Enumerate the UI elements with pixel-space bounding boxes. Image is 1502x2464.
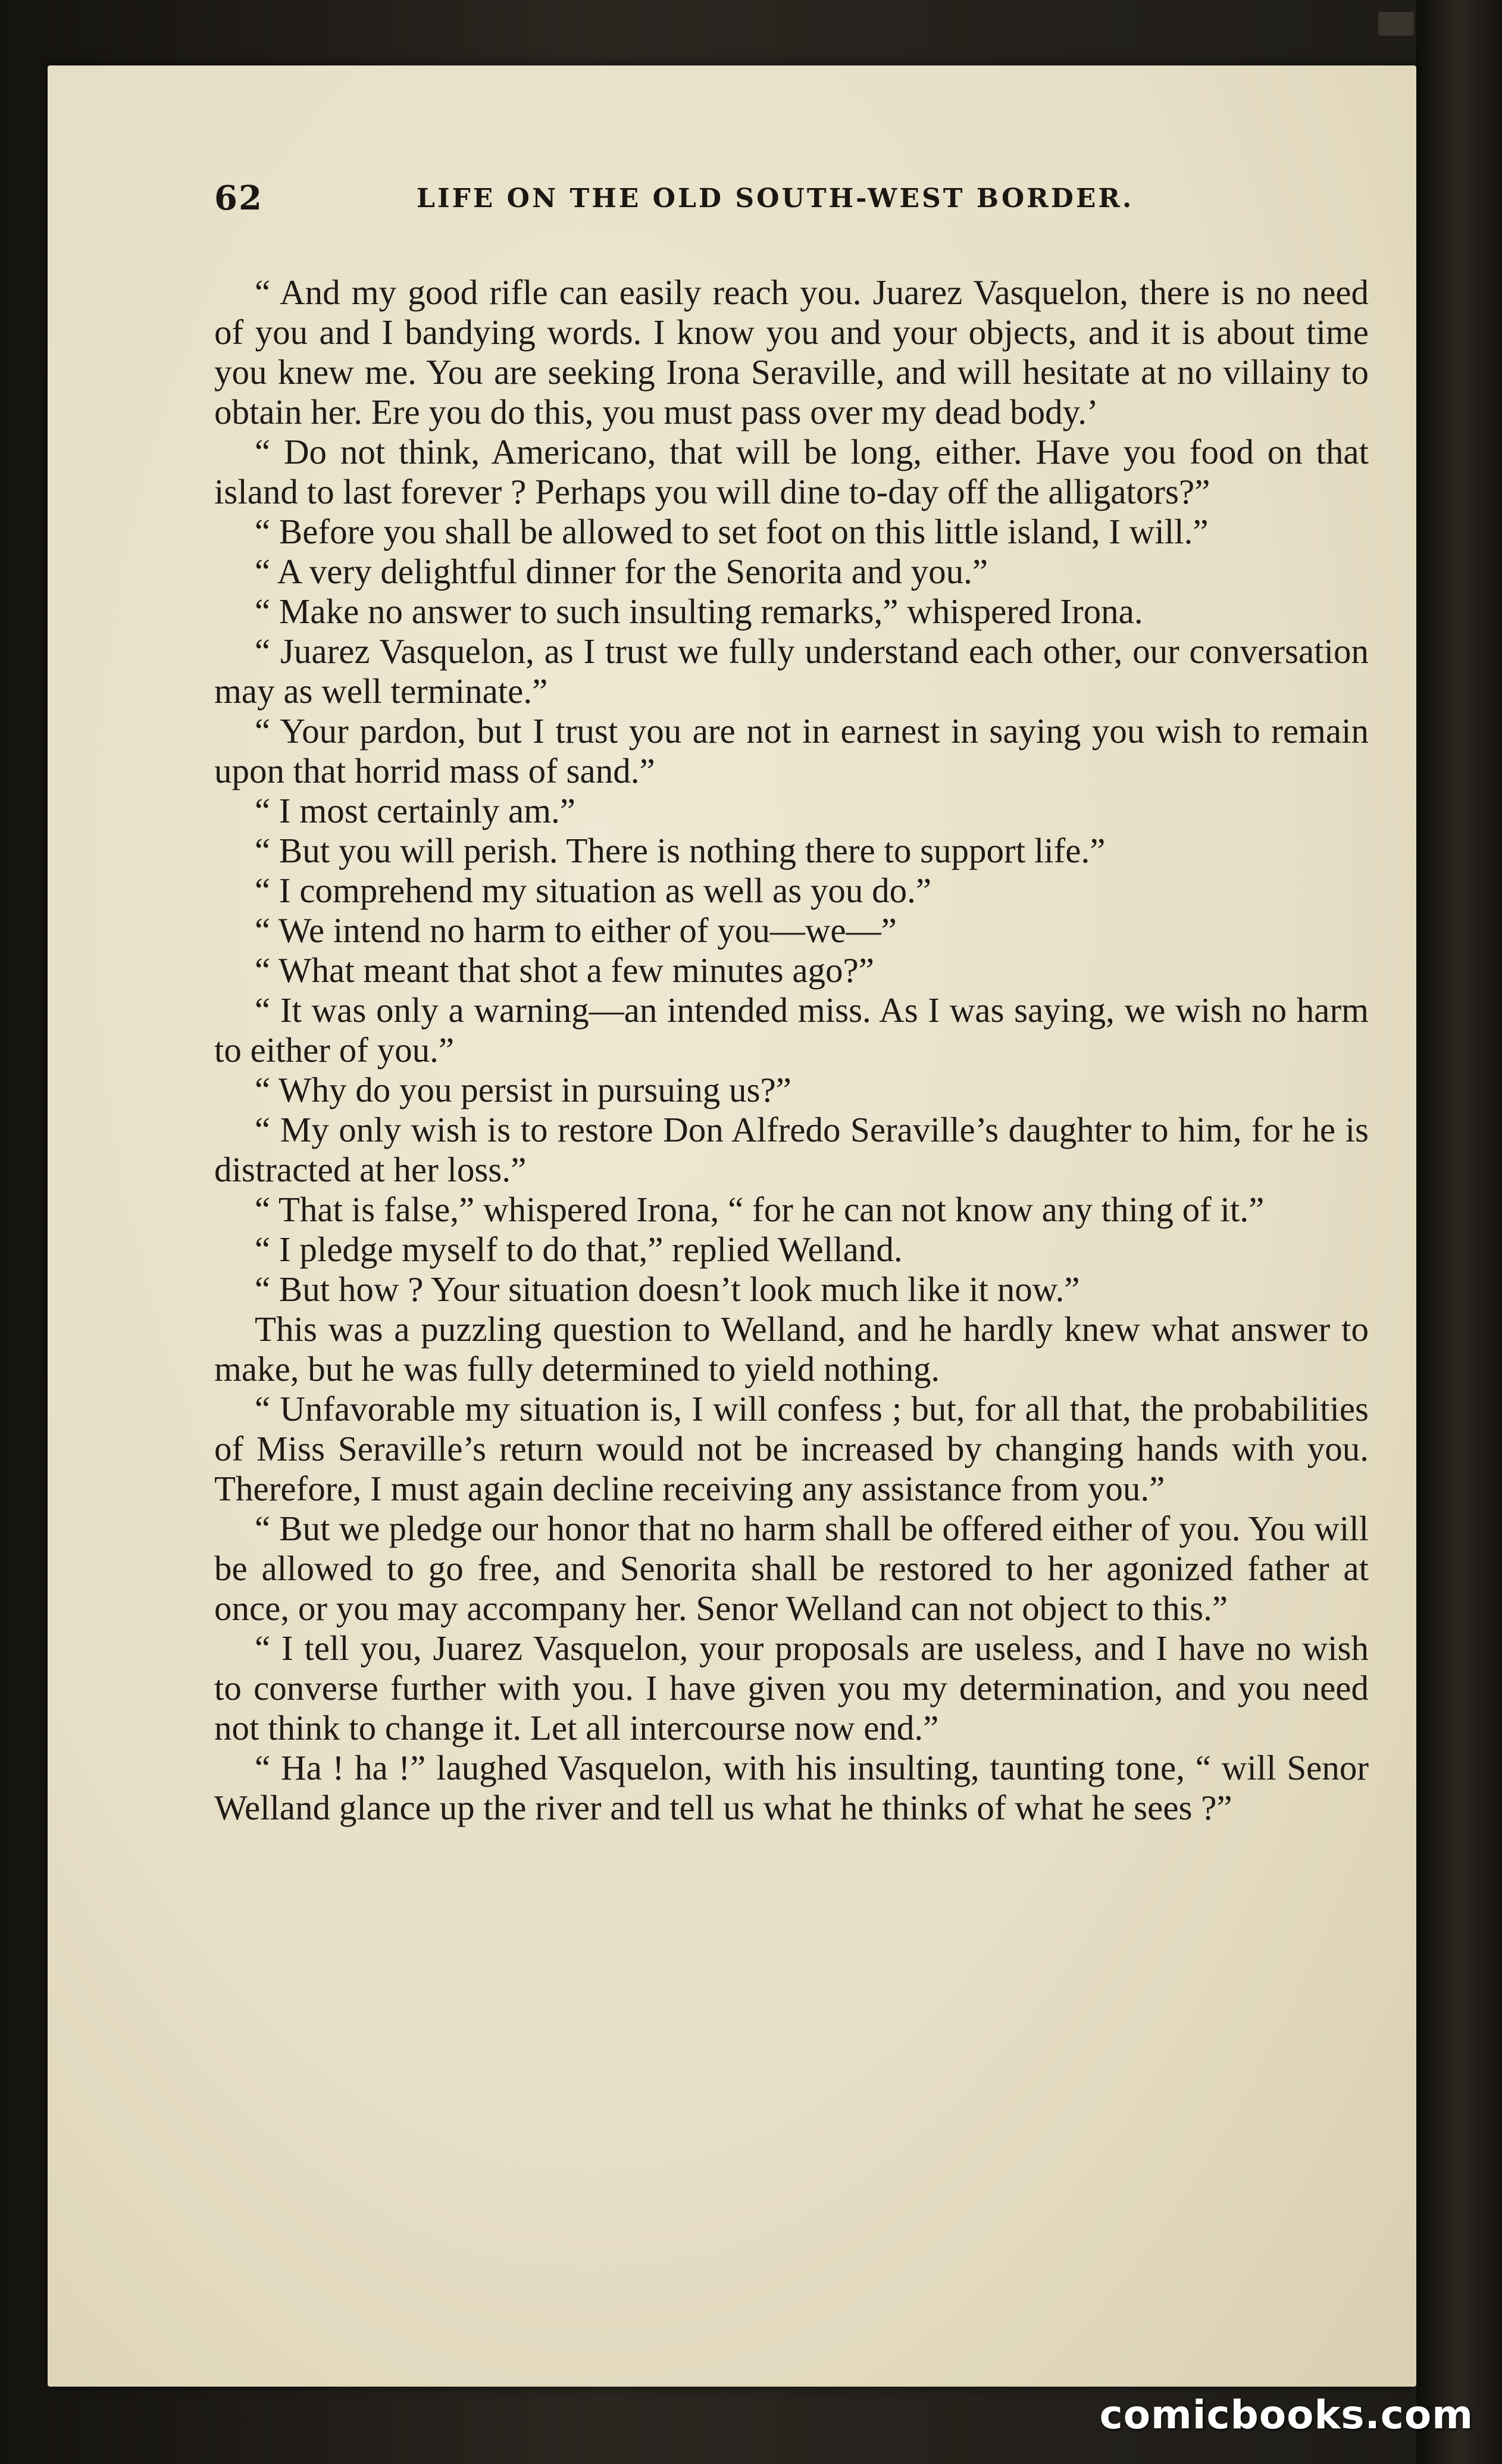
paragraph: “ My only wish is to restore Don Alfredo Seraville’s daughter to him, for he is distracted at her loss.” [214, 1110, 1369, 1189]
paragraph: “ I tell you, Juarez Vasquelon, your proposals are useless, and I have no wish to converse further with you. I have given you my determination, and you need not think to change it. Let all intercourse now end.” [214, 1628, 1369, 1747]
paragraph: “ Unfavorable my situation is, I will confess ; but, for all that, the probabilities of Miss Seraville’s return would not be increased by changing hands with you. Therefore, I must again decline receiving any assistance from you.” [214, 1389, 1369, 1508]
paragraph: “ Before you shall be allowed to set foot on this little island, I will.” [255, 512, 1209, 551]
page-number: 62 [214, 179, 263, 218]
paragraph: “ I comprehend my situation as well as you do.” [255, 871, 932, 910]
watermark: comicbooks.com [1099, 2392, 1473, 2438]
page-body-text [214, 273, 1369, 1828]
book-spine [1416, 0, 1502, 2464]
page-header [214, 179, 1190, 232]
paragraph: “ I pledge myself to do that,” replied Welland. [255, 1230, 903, 1269]
paragraph: “ Why do you persist in pursuing us?” [255, 1070, 791, 1109]
paragraph: “ But we pledge our honor that no harm shall be offered either of you. You will be allowed to go free, and Senorita shall be restored to her agonized father at once, or you may accompany her. Senor Welland can not object to this.” [214, 1509, 1369, 1628]
running-head: LIFE ON THE OLD SOUTH-WEST BORDER. [417, 183, 1134, 214]
paragraph: “ Your pardon, but I trust you are not in earnest in saying you wish to remain upon that horrid mass of sand.” [214, 711, 1369, 790]
paragraph: “ And my good rifle can easily reach you. Juarez Vasquelon, there is no need of you and I bandying words. I know you and your objects, and it is about time you knew me. You are seeking Irona Seraville, and will hesitate at no villainy to obtain her. Ere you do this, you must pass over my dead body.’ [214, 273, 1369, 431]
paragraph: “ A very delightful dinner for the Senorita and you.” [255, 552, 988, 591]
paragraph: “ We intend no harm to either of you—we—” [255, 911, 897, 950]
paragraph: “ What meant that shot a few minutes ago?” [255, 950, 874, 990]
page-corner-tab [1378, 12, 1414, 36]
paragraph: “ Ha ! ha !” laughed Vasquelon, with his insulting, taunting tone, “ will Senor Welland glance up the river and tell us what he thinks of what he sees ?” [214, 1748, 1369, 1827]
paragraph: “ That is false,” whispered Irona, “ for he can not know any thing of it.” [255, 1190, 1265, 1229]
paragraph: “ Juarez Vasquelon, as I trust we fully understand each other, our conversation may as well terminate.” [214, 631, 1369, 711]
paragraph: “ It was only a warning—an intended miss. As I was saying, we wish no harm to either of you.” [214, 990, 1369, 1070]
paragraph: “ I most certainly am.” [255, 791, 575, 830]
paragraph: “ But how ? Your situation doesn’t look much like it now.” [255, 1269, 1080, 1309]
paragraph: “ Make no answer to such insulting remarks,” whispered Irona. [255, 592, 1143, 631]
paragraph: “ But you will perish. There is nothing there to support life.” [255, 831, 1106, 870]
paragraph: “ Do not think, Americano, that will be long, either. Have you food on that island to last forever ? Perhaps you will dine to-day off the alligators?” [214, 432, 1369, 511]
paragraph: This was a puzzling question to Welland, and he hardly knew what answer to make, but he was fully determined to yield nothing. [214, 1309, 1369, 1389]
